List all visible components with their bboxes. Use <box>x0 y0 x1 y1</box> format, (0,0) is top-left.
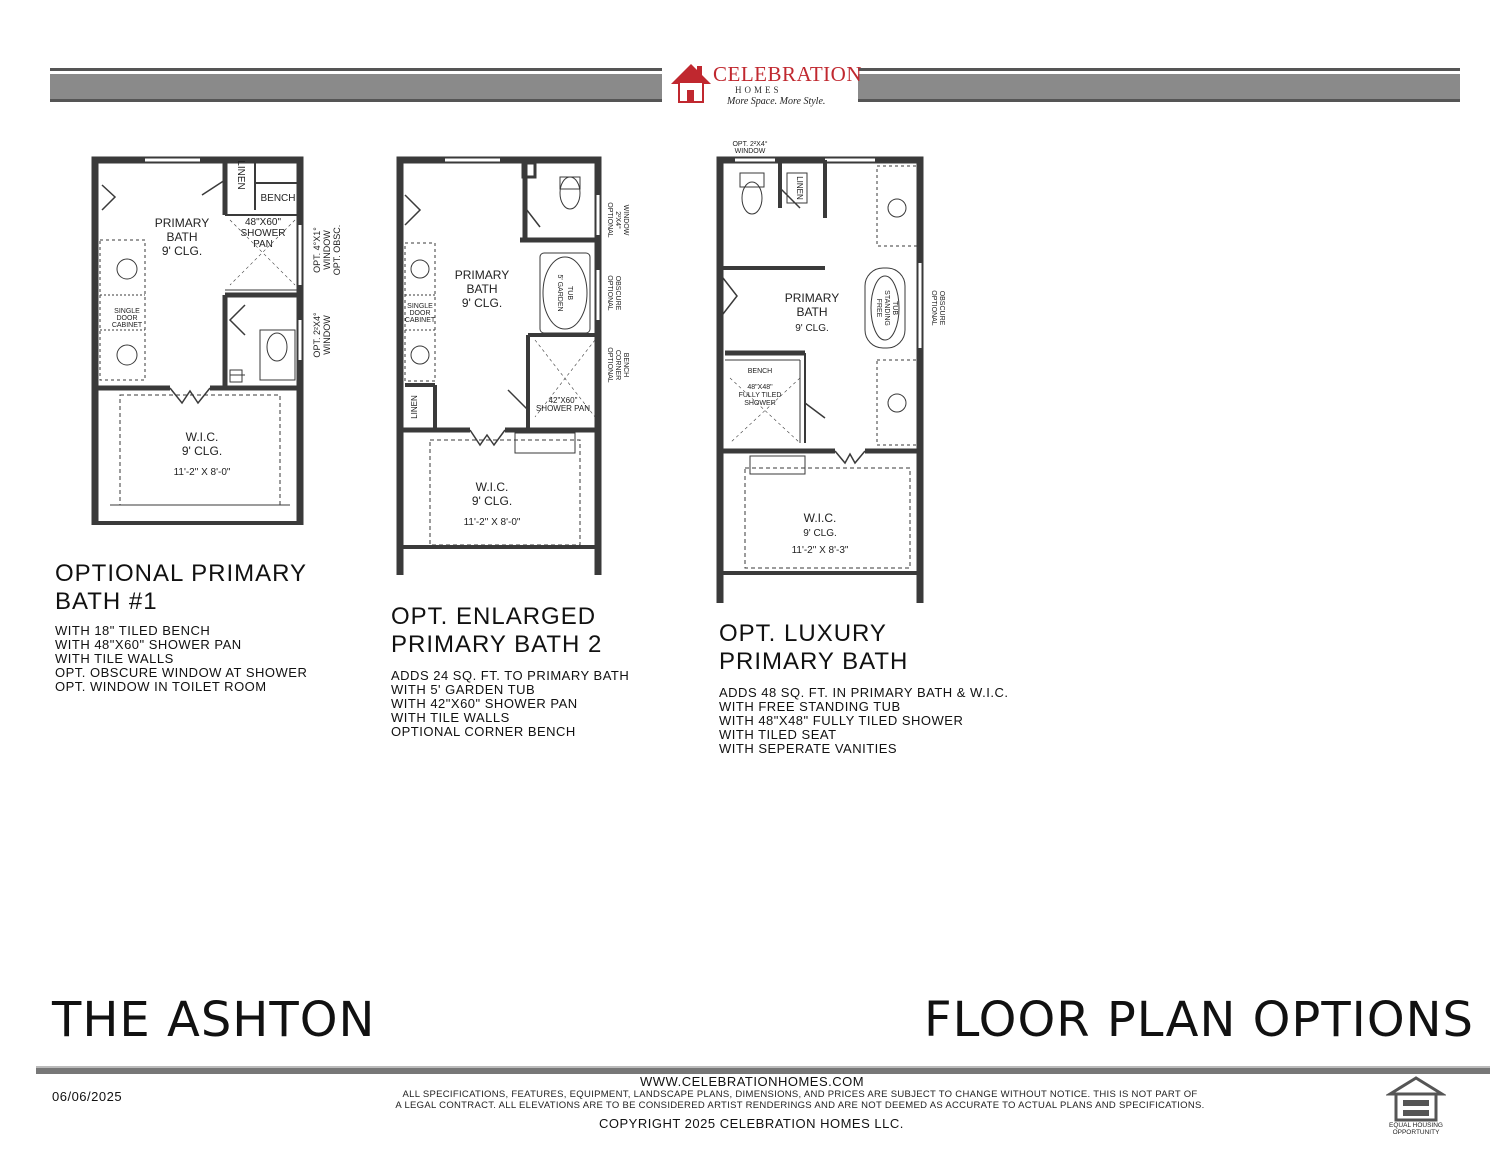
p3-clg-label: 9' CLG. <box>795 323 829 334</box>
p3-shower-label1: 48"X48" <box>747 384 773 391</box>
house-logo-icon <box>669 60 713 106</box>
p3-bench-label: BENCH <box>747 368 773 375</box>
floor-plan-option-3 <box>705 138 950 608</box>
p2-linen-label: LINEN <box>410 395 419 419</box>
p1-cab-label1: SINGLE <box>114 308 140 315</box>
eho-label-1: EQUAL HOUSING <box>1389 1122 1443 1129</box>
option-2-line: WITH TILE WALLS <box>391 710 510 725</box>
p3-wic-dim: 11'-2" X 8'-3" <box>791 545 849 556</box>
option-3-title: OPT. LUXURY PRIMARY BATH <box>719 620 909 675</box>
p2-wic-dim: 11'-2" X 8'-0" <box>463 517 521 528</box>
option-1-description <box>55 624 307 694</box>
option-3-description <box>719 686 1008 756</box>
p2-room-label: PRIMARY <box>454 268 510 282</box>
p1-shower-label2: SHOWER <box>240 228 286 239</box>
p3-tub-label2: STANDING <box>883 290 890 326</box>
p2-wic-label: W.I.C. <box>475 480 509 494</box>
brand-tagline: More Space. More Style. <box>727 96 826 107</box>
p1-linen-label: LINEN <box>235 160 246 190</box>
p3-shower-label2: FULLY TILED <box>738 392 782 399</box>
p2-room-label2: BATH <box>466 282 498 296</box>
brand-logo <box>665 56 862 112</box>
p2-wic-clg: 9' CLG. <box>471 494 513 508</box>
p1-win1-label-c: OPT. OBSC. <box>332 224 342 276</box>
option-3-line: WITH SEPERATE VANITIES <box>719 741 898 756</box>
p3-tub-label3: TUB <box>891 301 898 315</box>
p2-bench-label-c: BENCH <box>622 352 629 378</box>
p2-shower-label1: 42"X60" <box>548 396 578 405</box>
plan-2-drawing <box>390 155 640 580</box>
p1-cab-label2: DOOR <box>116 315 138 322</box>
option-2-description <box>391 669 629 739</box>
option-3-line: ADDS 48 SQ. FT. IN PRIMARY BATH & W.I.C. <box>719 685 1009 700</box>
option-1-line: WITH 48"X60" SHOWER PAN <box>55 637 242 652</box>
option-3-line: WITH 48"X48" FULLY TILED SHOWER <box>719 713 964 728</box>
p1-room-label: PRIMARY <box>154 216 210 230</box>
p1-wic-clg: 9' CLG. <box>181 444 223 458</box>
option-2-title: OPT. ENLARGED PRIMARY BATH 2 <box>391 603 603 658</box>
floor-plan-option-2 <box>390 155 640 580</box>
copyright: COPYRIGHT 2025 CELEBRATION HOMES LLC. <box>599 1116 904 1131</box>
p1-bench-label: BENCH <box>260 193 296 204</box>
p3-room-label: PRIMARY <box>784 291 840 305</box>
option-3-line: WITH FREE STANDING TUB <box>719 699 901 714</box>
p1-wic-label: W.I.C. <box>185 430 219 444</box>
p1-cab-label3: CABINET <box>111 322 143 329</box>
plan-date: 06/06/2025 <box>52 1089 123 1104</box>
p1-clg-label: 9' CLG. <box>161 244 203 258</box>
model-name: THE ASHTON <box>52 992 376 1048</box>
option-2-line: WITH 42"X60" SHOWER PAN <box>391 696 578 711</box>
p2-tub-label2: TUB <box>566 286 573 300</box>
p3-linen-label: LINEN <box>795 176 804 200</box>
option-2-line: ADDS 24 SQ. FT. TO PRIMARY BATH <box>391 668 630 683</box>
p1-room-label2: BATH <box>166 230 198 244</box>
p2-obscure-label-a: OPTIONAL <box>606 275 613 311</box>
option-1-title: OPTIONAL PRIMARY BATH #1 <box>55 560 308 615</box>
p2-clg-label: 9' CLG. <box>461 296 503 310</box>
option-1-line: WITH TILE WALLS <box>55 651 174 666</box>
option-3-line: WITH TILED SEAT <box>719 727 837 742</box>
p1-win2-label-b: WINDOW <box>322 315 332 355</box>
footer-rule <box>36 1066 1490 1074</box>
brand-name: CELEBRATION <box>713 62 862 86</box>
p3-wic-label: W.I.C. <box>803 511 837 525</box>
p1-win1-label-a: OPT. 4°X1° <box>312 227 322 273</box>
option-2-line: OPTIONAL CORNER BENCH <box>391 724 576 739</box>
disclaimer-line-2: A LEGAL CONTRACT. ALL ELEVATIONS ARE TO BE CONSIDERED ARTIST RENDERINGS AND ARE NOT DEEMED AS ACCURATE TO ACTUAL PLANS AND SPECIFICATIONS. <box>395 1100 1205 1111</box>
plan-1-drawing <box>90 155 350 530</box>
option-1-line: OPT. WINDOW IN TOILET ROOM <box>55 679 267 694</box>
p1-win1-label-b: WINDOW <box>322 230 332 270</box>
header-bar-left <box>50 68 662 102</box>
brand-sub: HOMES <box>735 85 782 95</box>
p3-tub-label1: FREE <box>875 298 882 318</box>
p2-obscure-label-b: OBSCURE <box>614 275 621 311</box>
p3-shower-label3: SHOWER <box>744 400 776 407</box>
p2-cab-label1: SINGLE <box>407 303 433 310</box>
p2-shower-label2: SHOWER PAN <box>535 404 591 413</box>
p3-obscure-label-b: OBSCURE <box>938 290 945 326</box>
p2-cab-label3: CABINET <box>404 317 436 324</box>
p3-optwin-label-b: WINDOW <box>734 148 766 155</box>
p1-shower-label3: PAN <box>253 239 273 250</box>
eho-label-2: OPPORTUNITY <box>1392 1129 1440 1136</box>
p2-win-label-c: WINDOW <box>622 204 629 236</box>
p2-tub-label1: 5' GARDEN <box>556 274 563 312</box>
p3-wic-clg: 9' CLG. <box>803 528 837 539</box>
disclaimer-line-1: ALL SPECIFICATIONS, FEATURES, EQUIPMENT, LANDSCAPE PLANS, DIMENSIONS, AND PRICES ARE SUBJECT TO CHANGE WITHOUT NOTICE. THIS IS NOT PART OF <box>402 1089 1198 1100</box>
p2-bench-label-a: OPTIONAL <box>606 347 613 383</box>
plan-3-drawing <box>705 138 950 608</box>
section-title: FLOOR PLAN OPTIONS <box>924 992 1474 1048</box>
p2-bench-label-b: CORNER <box>614 349 621 381</box>
p2-win-label-a: OPTIONAL <box>606 202 613 238</box>
p1-shower-label1: 48"X60" <box>244 217 282 228</box>
p1-win2-label-a: OPT. 2²X4° <box>312 312 322 358</box>
equal-housing-icon <box>1386 1076 1446 1122</box>
p1-wic-dim: 11'-2" X 8'-0" <box>173 467 231 478</box>
option-1-line: OPT. OBSCURE WINDOW AT SHOWER <box>55 665 308 680</box>
header-bar-right <box>858 68 1460 102</box>
equal-housing-logo <box>1386 1076 1446 1138</box>
p3-optwin-label-a: OPT. 2²X4° <box>732 141 768 148</box>
p3-room-label2: BATH <box>796 305 828 319</box>
floor-plan-option-1 <box>90 155 350 530</box>
p3-obscure-label-a: OPTIONAL <box>930 290 937 326</box>
option-1-line: WITH 18" TILED BENCH <box>55 623 211 638</box>
option-2-line: WITH 5' GARDEN TUB <box>391 682 536 697</box>
p2-cab-label2: DOOR <box>409 310 431 317</box>
website-link[interactable]: WWW.CELEBRATIONHOMES.COM <box>640 1074 865 1089</box>
p2-win-label-b: 2²X4° <box>614 211 621 229</box>
